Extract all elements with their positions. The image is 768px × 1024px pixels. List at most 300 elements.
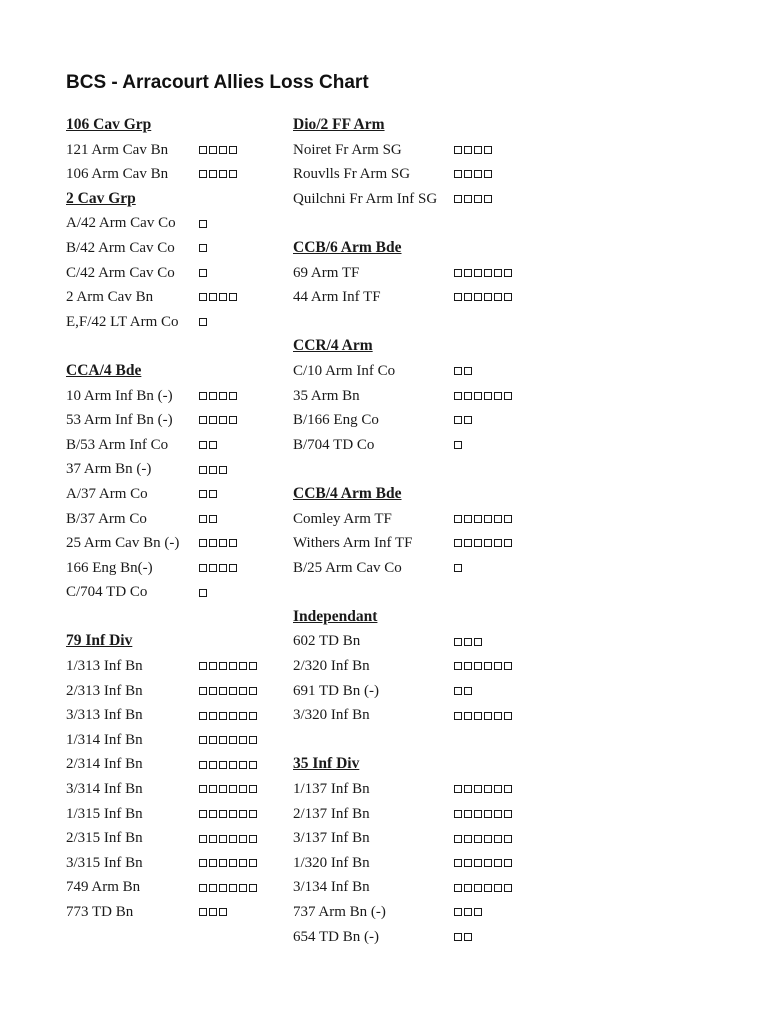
step-checkbox[interactable] — [504, 269, 512, 277]
step-checkbox[interactable] — [229, 810, 237, 818]
step-loss-boxes — [199, 851, 257, 876]
step-checkbox[interactable] — [239, 810, 247, 818]
unit-name: B/25 Arm Cav Co — [293, 559, 402, 576]
step-checkbox[interactable] — [494, 712, 502, 720]
step-checkbox[interactable] — [494, 859, 502, 867]
unit-row — [66, 211, 286, 236]
step-checkbox[interactable] — [209, 539, 217, 547]
unit-name: 121 Arm Cav Bn — [66, 141, 169, 158]
step-checkbox[interactable] — [484, 392, 492, 400]
step-checkbox[interactable] — [249, 835, 257, 843]
step-loss-boxes — [199, 236, 207, 261]
step-checkbox[interactable] — [494, 293, 502, 301]
formation-section — [66, 113, 286, 187]
step-checkbox[interactable] — [219, 662, 227, 670]
unit-name: 2/320 Inf Bn — [293, 658, 370, 675]
step-checkbox[interactable] — [474, 835, 482, 843]
step-checkbox[interactable] — [474, 712, 482, 720]
step-checkbox[interactable] — [464, 269, 472, 277]
step-checkbox[interactable] — [209, 170, 217, 178]
step-loss-boxes — [199, 802, 257, 827]
step-checkbox[interactable] — [199, 908, 207, 916]
step-checkbox[interactable] — [199, 146, 207, 154]
step-checkbox[interactable] — [229, 785, 237, 793]
step-loss-boxes — [454, 285, 512, 310]
step-checkbox[interactable] — [199, 170, 207, 178]
step-checkbox[interactable] — [249, 687, 257, 695]
step-checkbox[interactable] — [219, 859, 227, 867]
step-loss-boxes — [454, 875, 512, 900]
formation-section — [66, 187, 286, 335]
step-loss-boxes — [454, 556, 462, 581]
unit-name: 1/320 Inf Bn — [293, 854, 370, 871]
unit-name: 3/313 Inf Bn — [66, 707, 143, 724]
step-checkbox[interactable] — [199, 515, 207, 523]
step-checkbox[interactable] — [199, 392, 207, 400]
step-checkbox[interactable] — [209, 416, 217, 424]
step-checkbox[interactable] — [229, 662, 237, 670]
step-checkbox[interactable] — [219, 293, 227, 301]
step-checkbox[interactable] — [229, 416, 237, 424]
step-checkbox[interactable] — [494, 662, 502, 670]
step-checkbox[interactable] — [209, 785, 217, 793]
step-checkbox[interactable] — [199, 810, 207, 818]
step-checkbox[interactable] — [209, 736, 217, 744]
step-checkbox[interactable] — [199, 441, 207, 449]
step-checkbox[interactable] — [209, 466, 217, 474]
step-checkbox[interactable] — [199, 220, 207, 228]
section-spacer — [66, 334, 286, 359]
step-checkbox[interactable] — [474, 170, 482, 178]
right-column — [293, 113, 593, 949]
unit-row — [66, 728, 286, 753]
step-checkbox[interactable] — [484, 884, 492, 892]
step-checkbox[interactable] — [504, 810, 512, 818]
step-checkbox[interactable] — [484, 539, 492, 547]
unit-row — [293, 851, 593, 876]
step-checkbox[interactable] — [474, 269, 482, 277]
unit-name: B/704 TD Co — [293, 436, 375, 453]
step-checkbox[interactable] — [454, 539, 462, 547]
step-loss-boxes — [454, 679, 472, 704]
step-checkbox[interactable] — [249, 662, 257, 670]
section-spacer — [293, 211, 593, 236]
unit-name: 1/313 Inf Bn — [66, 658, 143, 675]
step-checkbox[interactable] — [219, 416, 227, 424]
left-column — [66, 113, 286, 925]
step-checkbox[interactable] — [219, 884, 227, 892]
unit-row — [293, 138, 593, 163]
step-checkbox[interactable] — [199, 859, 207, 867]
step-checkbox[interactable] — [454, 662, 462, 670]
step-checkbox[interactable] — [484, 785, 492, 793]
step-checkbox[interactable] — [464, 933, 472, 941]
page-title: BCS - Arracourt Allies Loss Chart — [66, 72, 369, 93]
unit-row — [293, 408, 593, 433]
step-checkbox[interactable] — [199, 416, 207, 424]
unit-row — [66, 236, 286, 261]
formation-section — [293, 605, 593, 728]
unit-name: 37 Arm Bn (-) — [66, 461, 152, 478]
formation-section — [66, 629, 286, 924]
step-checkbox[interactable] — [454, 269, 462, 277]
unit-row — [66, 556, 286, 581]
step-checkbox[interactable] — [209, 687, 217, 695]
step-checkbox[interactable] — [504, 884, 512, 892]
step-loss-boxes — [454, 507, 512, 532]
step-checkbox[interactable] — [464, 392, 472, 400]
unit-row — [293, 925, 593, 950]
step-checkbox[interactable] — [209, 564, 217, 572]
unit-row — [293, 556, 593, 581]
step-checkbox[interactable] — [474, 859, 482, 867]
step-checkbox[interactable] — [464, 835, 472, 843]
step-checkbox[interactable] — [454, 392, 462, 400]
step-checkbox[interactable] — [199, 539, 207, 547]
step-checkbox[interactable] — [199, 884, 207, 892]
step-checkbox[interactable] — [199, 761, 207, 769]
step-checkbox[interactable] — [229, 859, 237, 867]
step-checkbox[interactable] — [239, 687, 247, 695]
unit-row — [293, 654, 593, 679]
step-checkbox[interactable] — [464, 539, 472, 547]
step-checkbox[interactable] — [464, 416, 472, 424]
step-checkbox[interactable] — [464, 785, 472, 793]
step-loss-boxes — [454, 925, 472, 950]
step-checkbox[interactable] — [229, 712, 237, 720]
unit-name: C/704 TD Co — [66, 584, 148, 601]
step-checkbox[interactable] — [229, 146, 237, 154]
step-checkbox[interactable] — [209, 662, 217, 670]
step-loss-boxes — [199, 875, 257, 900]
unit-row — [66, 679, 286, 704]
step-checkbox[interactable] — [484, 195, 492, 203]
step-checkbox[interactable] — [464, 712, 472, 720]
step-checkbox[interactable] — [484, 293, 492, 301]
step-checkbox[interactable] — [494, 515, 502, 523]
step-checkbox[interactable] — [504, 293, 512, 301]
unit-name: 3/315 Inf Bn — [66, 854, 143, 871]
step-checkbox[interactable] — [209, 761, 217, 769]
step-checkbox[interactable] — [454, 638, 462, 646]
step-checkbox[interactable] — [454, 515, 462, 523]
step-checkbox[interactable] — [199, 736, 207, 744]
unit-row — [66, 875, 286, 900]
unit-name: 2 Arm Cav Bn — [66, 289, 154, 306]
step-checkbox[interactable] — [454, 195, 462, 203]
step-checkbox[interactable] — [454, 564, 462, 572]
step-checkbox[interactable] — [209, 392, 217, 400]
section-spacer — [66, 605, 286, 630]
step-checkbox[interactable] — [464, 367, 472, 375]
step-checkbox[interactable] — [474, 146, 482, 154]
step-loss-boxes — [199, 531, 237, 556]
unit-row — [293, 261, 593, 286]
step-checkbox[interactable] — [209, 884, 217, 892]
step-loss-boxes — [199, 261, 207, 286]
step-checkbox[interactable] — [199, 244, 207, 252]
unit-row — [66, 580, 286, 605]
step-checkbox[interactable] — [484, 170, 492, 178]
step-loss-boxes — [199, 408, 237, 433]
step-checkbox[interactable] — [219, 810, 227, 818]
step-checkbox[interactable] — [454, 712, 462, 720]
step-checkbox[interactable] — [249, 810, 257, 818]
unit-name: Comley Arm TF — [293, 510, 392, 527]
step-checkbox[interactable] — [504, 539, 512, 547]
step-checkbox[interactable] — [229, 539, 237, 547]
step-checkbox[interactable] — [504, 515, 512, 523]
step-checkbox[interactable] — [464, 293, 472, 301]
step-checkbox[interactable] — [209, 859, 217, 867]
step-checkbox[interactable] — [209, 293, 217, 301]
step-checkbox[interactable] — [494, 785, 502, 793]
step-checkbox[interactable] — [464, 170, 472, 178]
unit-name: 2/314 Inf Bn — [66, 756, 143, 773]
formation-section — [293, 236, 593, 310]
step-checkbox[interactable] — [464, 687, 472, 695]
step-checkbox[interactable] — [464, 884, 472, 892]
step-checkbox[interactable] — [199, 293, 207, 301]
step-checkbox[interactable] — [239, 736, 247, 744]
unit-name: Withers Arm Inf TF — [293, 535, 413, 552]
step-loss-boxes — [454, 408, 472, 433]
step-checkbox[interactable] — [199, 318, 207, 326]
step-checkbox[interactable] — [464, 859, 472, 867]
step-checkbox[interactable] — [504, 712, 512, 720]
step-checkbox[interactable] — [219, 736, 227, 744]
step-checkbox[interactable] — [474, 908, 482, 916]
unit-name: B/37 Arm Co — [66, 510, 147, 527]
step-loss-boxes — [454, 900, 482, 925]
step-checkbox[interactable] — [219, 712, 227, 720]
step-checkbox[interactable] — [464, 810, 472, 818]
step-checkbox[interactable] — [454, 835, 462, 843]
step-checkbox[interactable] — [484, 859, 492, 867]
step-checkbox[interactable] — [199, 835, 207, 843]
unit-name: 749 Arm Bn — [66, 879, 141, 896]
step-checkbox[interactable] — [484, 662, 492, 670]
step-checkbox[interactable] — [219, 539, 227, 547]
step-checkbox[interactable] — [454, 933, 462, 941]
step-checkbox[interactable] — [209, 515, 217, 523]
step-checkbox[interactable] — [199, 687, 207, 695]
step-loss-boxes — [454, 433, 462, 458]
step-checkbox[interactable] — [239, 785, 247, 793]
step-checkbox[interactable] — [504, 859, 512, 867]
step-checkbox[interactable] — [474, 785, 482, 793]
step-checkbox[interactable] — [199, 564, 207, 572]
step-checkbox[interactable] — [494, 269, 502, 277]
step-checkbox[interactable] — [484, 146, 492, 154]
unit-row — [66, 408, 286, 433]
step-checkbox[interactable] — [239, 662, 247, 670]
step-checkbox[interactable] — [474, 810, 482, 818]
unit-name: 69 Arm TF — [293, 264, 360, 281]
step-checkbox[interactable] — [504, 835, 512, 843]
unit-name: C/42 Arm Cav Co — [66, 264, 175, 281]
section-spacer — [293, 457, 593, 482]
step-checkbox[interactable] — [494, 392, 502, 400]
step-checkbox[interactable] — [484, 515, 492, 523]
unit-name: 106 Arm Cav Bn — [66, 166, 169, 183]
step-checkbox[interactable] — [219, 170, 227, 178]
step-checkbox[interactable] — [494, 835, 502, 843]
step-checkbox[interactable] — [209, 835, 217, 843]
formation-header: 2 Cav Grp — [66, 189, 136, 207]
step-checkbox[interactable] — [454, 441, 462, 449]
unit-name: 166 Eng Bn(-) — [66, 559, 153, 576]
formation-section — [293, 113, 593, 211]
step-checkbox[interactable] — [239, 835, 247, 843]
step-checkbox[interactable] — [484, 810, 492, 818]
step-checkbox[interactable] — [484, 269, 492, 277]
step-checkbox[interactable] — [199, 785, 207, 793]
step-checkbox[interactable] — [464, 662, 472, 670]
unit-row — [293, 777, 593, 802]
step-checkbox[interactable] — [454, 908, 462, 916]
step-checkbox[interactable] — [209, 908, 217, 916]
formation-header: CCA/4 Bde — [66, 361, 142, 379]
unit-name: 2/315 Inf Bn — [66, 830, 143, 847]
unit-name: B/166 Eng Co — [293, 412, 379, 429]
step-checkbox[interactable] — [239, 859, 247, 867]
step-checkbox[interactable] — [199, 269, 207, 277]
step-checkbox[interactable] — [474, 662, 482, 670]
step-checkbox[interactable] — [249, 884, 257, 892]
step-loss-boxes — [199, 654, 257, 679]
step-checkbox[interactable] — [454, 859, 462, 867]
step-checkbox[interactable] — [464, 515, 472, 523]
step-checkbox[interactable] — [484, 835, 492, 843]
step-checkbox[interactable] — [474, 392, 482, 400]
step-checkbox[interactable] — [454, 367, 462, 375]
unit-name: 602 TD Bn — [293, 633, 361, 650]
unit-row — [66, 851, 286, 876]
section-spacer — [293, 310, 593, 335]
unit-row — [293, 900, 593, 925]
step-checkbox[interactable] — [229, 564, 237, 572]
unit-name: 737 Arm Bn (-) — [293, 904, 386, 920]
step-checkbox[interactable] — [454, 687, 462, 695]
formation-header: CCB/4 Arm Bde — [293, 484, 402, 502]
step-checkbox[interactable] — [249, 712, 257, 720]
step-checkbox[interactable] — [229, 736, 237, 744]
step-checkbox[interactable] — [219, 785, 227, 793]
step-loss-boxes — [199, 457, 227, 482]
step-checkbox[interactable] — [454, 146, 462, 154]
unit-row — [66, 802, 286, 827]
step-checkbox[interactable] — [249, 736, 257, 744]
step-checkbox[interactable] — [229, 392, 237, 400]
step-checkbox[interactable] — [209, 441, 217, 449]
step-checkbox[interactable] — [219, 146, 227, 154]
step-checkbox[interactable] — [199, 490, 207, 498]
step-checkbox[interactable] — [199, 589, 207, 597]
step-checkbox[interactable] — [219, 761, 227, 769]
step-checkbox[interactable] — [504, 662, 512, 670]
unit-row — [66, 654, 286, 679]
unit-row — [293, 359, 593, 384]
step-checkbox[interactable] — [454, 810, 462, 818]
step-loss-boxes — [199, 162, 237, 187]
step-loss-boxes — [199, 482, 217, 507]
step-checkbox[interactable] — [219, 466, 227, 474]
step-loss-boxes — [199, 285, 237, 310]
step-checkbox[interactable] — [474, 515, 482, 523]
unit-name: B/42 Arm Cav Co — [66, 239, 175, 256]
step-checkbox[interactable] — [464, 146, 472, 154]
step-checkbox[interactable] — [474, 638, 482, 646]
step-checkbox[interactable] — [454, 884, 462, 892]
step-checkbox[interactable] — [229, 687, 237, 695]
step-checkbox[interactable] — [249, 859, 257, 867]
step-checkbox[interactable] — [219, 687, 227, 695]
step-checkbox[interactable] — [454, 785, 462, 793]
step-checkbox[interactable] — [504, 785, 512, 793]
step-checkbox[interactable] — [229, 884, 237, 892]
unit-row — [293, 679, 593, 704]
step-checkbox[interactable] — [209, 712, 217, 720]
step-checkbox[interactable] — [454, 416, 462, 424]
step-checkbox[interactable] — [229, 170, 237, 178]
step-checkbox[interactable] — [454, 170, 462, 178]
formation-section — [293, 334, 593, 457]
step-checkbox[interactable] — [219, 835, 227, 843]
step-checkbox[interactable] — [464, 908, 472, 916]
step-checkbox[interactable] — [249, 785, 257, 793]
step-checkbox[interactable] — [484, 712, 492, 720]
step-checkbox[interactable] — [239, 884, 247, 892]
step-checkbox[interactable] — [464, 638, 472, 646]
unit-name: 3/314 Inf Bn — [66, 781, 143, 798]
step-checkbox[interactable] — [249, 761, 257, 769]
step-checkbox[interactable] — [199, 466, 207, 474]
step-checkbox[interactable] — [229, 761, 237, 769]
unit-name: 773 TD Bn — [66, 904, 134, 920]
step-checkbox[interactable] — [219, 564, 227, 572]
step-checkbox[interactable] — [474, 884, 482, 892]
step-checkbox[interactable] — [199, 662, 207, 670]
step-checkbox[interactable] — [229, 835, 237, 843]
step-loss-boxes — [199, 679, 257, 704]
step-checkbox[interactable] — [229, 293, 237, 301]
step-checkbox[interactable] — [219, 392, 227, 400]
step-loss-boxes — [199, 826, 257, 851]
unit-row — [293, 826, 593, 851]
step-checkbox[interactable] — [209, 146, 217, 154]
unit-name: A/42 Arm Cav Co — [66, 215, 176, 232]
step-checkbox[interactable] — [474, 293, 482, 301]
step-checkbox[interactable] — [464, 195, 472, 203]
step-checkbox[interactable] — [494, 810, 502, 818]
formation-header: Independant — [293, 607, 378, 625]
step-checkbox[interactable] — [494, 884, 502, 892]
step-loss-boxes — [199, 211, 207, 236]
step-checkbox[interactable] — [494, 539, 502, 547]
step-checkbox[interactable] — [239, 712, 247, 720]
step-checkbox[interactable] — [219, 908, 227, 916]
step-checkbox[interactable] — [209, 490, 217, 498]
step-checkbox[interactable] — [209, 810, 217, 818]
step-checkbox[interactable] — [474, 539, 482, 547]
step-checkbox[interactable] — [504, 392, 512, 400]
unit-row — [293, 507, 593, 532]
step-checkbox[interactable] — [199, 712, 207, 720]
step-checkbox[interactable] — [474, 195, 482, 203]
step-checkbox[interactable] — [454, 293, 462, 301]
step-checkbox[interactable] — [239, 761, 247, 769]
